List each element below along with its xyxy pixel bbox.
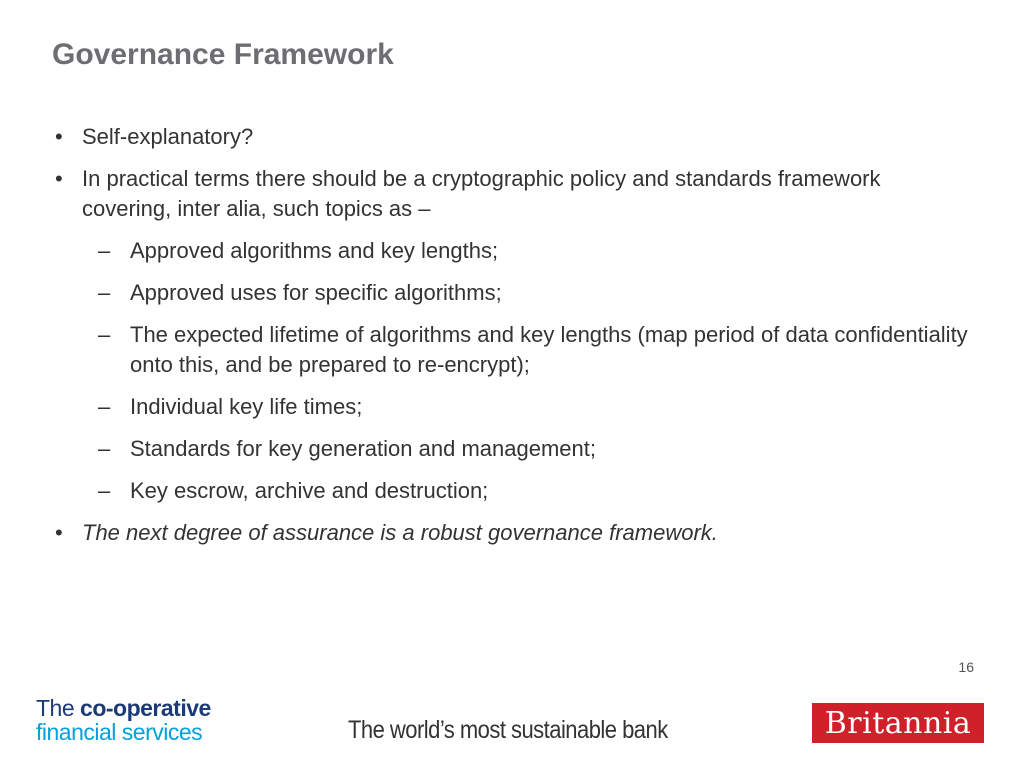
bullet-text: In practical terms there should be a cryptographic policy and standards framework covering, inter alia, such topics as – <box>82 166 881 221</box>
sub-bullet-text: Standards for key generation and management; <box>130 436 596 461</box>
sub-bullet-item <box>52 320 972 380</box>
bullet-item <box>52 122 972 152</box>
sub-bullet-item <box>52 278 972 308</box>
dash-icon: – <box>98 238 111 263</box>
sub-bullet-item <box>52 236 972 266</box>
slide-title: Governance Framework <box>52 38 394 71</box>
bullet-icon: • <box>55 166 63 191</box>
britannia-logo: Britannia <box>812 703 984 743</box>
sub-bullet-text: The expected lifetime of algorithms and key lengths (map period of data confidentiality onto this, and be prepared to re-encrypt); <box>130 322 968 377</box>
dash-icon: – <box>98 436 111 461</box>
bullet-item <box>52 518 972 548</box>
sub-bullet-text: Approved uses for specific algorithms; <box>130 280 502 305</box>
slide-body <box>52 122 972 560</box>
coop-logo-the: The <box>36 695 75 721</box>
bullet-text: Self-explanatory? <box>82 124 254 149</box>
coop-logo-brand: co-operative <box>80 695 211 721</box>
sub-bullet-item <box>52 392 972 422</box>
sub-bullet-item <box>52 476 972 506</box>
coop-logo <box>36 696 211 744</box>
dash-icon: – <box>98 394 111 419</box>
coop-logo-line1 <box>36 696 211 720</box>
dash-icon: – <box>98 322 111 347</box>
dash-icon: – <box>98 280 111 305</box>
sub-bullet-text: Approved algorithms and key lengths; <box>130 238 499 263</box>
bullet-icon: • <box>55 124 63 149</box>
sub-bullet-text: Individual key life times; <box>130 394 363 419</box>
bullet-icon: • <box>55 520 63 545</box>
tagline: The world’s most sustainable bank <box>348 716 668 744</box>
bullet-text: The next degree of assurance is a robust governance framework. <box>82 520 718 545</box>
coop-logo-line2: financial services <box>36 719 203 745</box>
sub-bullet-item <box>52 434 972 464</box>
sub-bullet-text: Key escrow, archive and destruction; <box>130 478 489 503</box>
bullet-item <box>52 164 972 224</box>
page-number: 16 <box>958 659 974 675</box>
dash-icon: – <box>98 478 111 503</box>
